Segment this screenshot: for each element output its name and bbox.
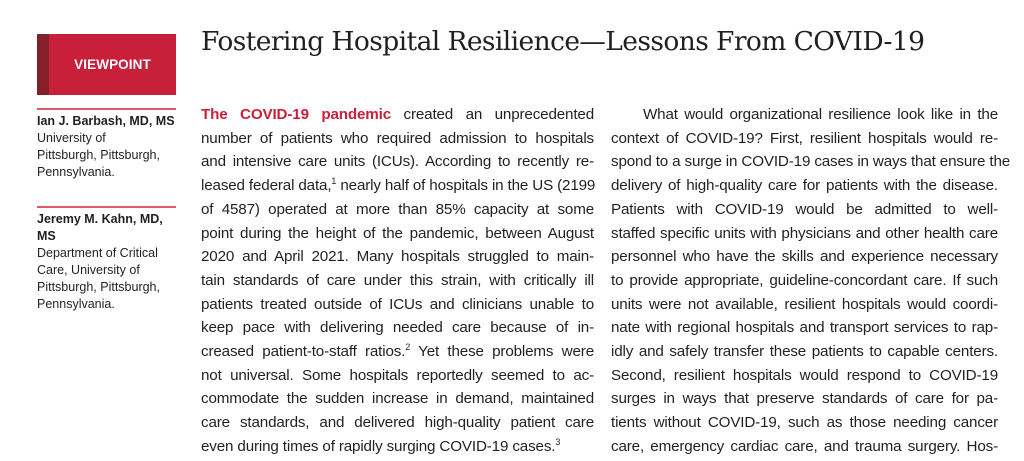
text-line: keep pace with delivering needed care because of in-: [201, 319, 594, 337]
text-line: spond to a surge in COVID-19 cases in ways that ensure the: [611, 153, 1011, 171]
author-affiliation: Pennsylvania.: [37, 297, 115, 311]
text-line: care, emergency cardiac care, and trauma surgery. Hos-: [611, 437, 998, 455]
author-divider: [37, 206, 176, 208]
text-line: Patients with COVID-19 would be admitted to well-: [611, 200, 998, 218]
text-line: patients treated outside of ICUs and clinicians unable to: [201, 295, 594, 313]
author-name: MS: [37, 229, 56, 243]
text-line: idly and safely transfer these patients to capable centers.: [611, 343, 998, 361]
text-line: surges in ways that preserve standards of care for pa-: [611, 390, 998, 408]
article-title: Fostering Hospital Resilience—Lessons From COVID-19: [201, 26, 925, 57]
text-run: even during times of rapidly surging COVID-19 cases.: [201, 437, 556, 455]
text-run: leased federal data,: [201, 177, 332, 195]
author-affiliation: University of: [37, 131, 106, 145]
badge-stripe: [37, 34, 49, 95]
text-line: number of patients who required admission to hospitals: [201, 129, 594, 147]
text-line: delivery of high-quality care for patients with the disease.: [611, 177, 998, 195]
text-line: care standards, and delivered high-quality patient care: [201, 414, 594, 432]
text-line: nate with regional hospitals and transport services to rap-: [611, 319, 998, 337]
citation-ref[interactable]: 2: [405, 342, 411, 353]
text-line: [201, 103, 594, 127]
text-line: tients without COVID-19, such as those needing cancer: [611, 414, 998, 432]
text-line: tain standards of care under this strain, with critically ill: [201, 271, 594, 289]
section-label: VIEWPOINT: [74, 57, 151, 72]
text-line: personnel who have the skills and experience necessary: [611, 248, 998, 266]
author-affiliation: Pittsburgh, Pittsburgh,: [37, 148, 160, 162]
body-column-right: [611, 103, 1011, 459]
author-affiliation: Care, University of: [37, 263, 140, 277]
text-line: point during the height of the pandemic, between August: [201, 224, 594, 242]
text-line: of 4587) operated at more than 85% capacity at some: [201, 200, 594, 218]
text-run: created an unprecedented: [391, 106, 595, 123]
text-line: What would organizational resilience look like in the: [643, 106, 998, 123]
author-name: Jeremy M. Kahn, MD,: [37, 212, 163, 226]
section-badge: [37, 34, 176, 95]
text-line: commodate the sudden increase in demand, maintained: [201, 390, 594, 408]
text-line: units were not available, resilient hospitals would coordi-: [611, 295, 998, 313]
citation-ref[interactable]: 1: [331, 176, 337, 187]
author-affiliation: Pennsylvania.: [37, 165, 115, 179]
text-run: Yet these problems were: [410, 343, 594, 361]
text-line: and intensive care units (ICUs). According to recently re-: [201, 153, 594, 171]
text-line: 2020 and April 2021. Many hospitals struggled to main-: [201, 248, 594, 266]
text-line: [201, 174, 594, 198]
author-name: Ian J. Barbash, MD, MS: [37, 114, 175, 128]
author-affiliation: Pittsburgh, Pittsburgh,: [37, 280, 160, 294]
author-affiliation: Department of Critical: [37, 246, 158, 260]
author-2: [37, 211, 177, 313]
author-divider: [37, 108, 176, 110]
citation-ref[interactable]: 3: [555, 436, 561, 447]
text-run: creased patient-to-staff ratios.: [201, 343, 406, 361]
text-line: [201, 340, 594, 364]
text-line: Second, resilient hospitals would respond to COVID-19: [611, 366, 998, 384]
text-line: not universal. Some hospitals reportedly seemed to ac-: [201, 366, 594, 384]
author-1: [37, 113, 177, 181]
text-line: to provide appropriate, guideline-concordant care. If such: [611, 271, 998, 289]
lead-in: The COVID-19 pandemic: [201, 106, 392, 123]
text-run: nearly half of hospitals in the US (2199: [336, 177, 596, 195]
text-line: staffed specific units with physicians and other health care: [611, 224, 998, 242]
text-line: context of COVID-19? First, resilient hospitals would re-: [611, 129, 998, 147]
body-column-left: [201, 103, 594, 459]
text-line: [201, 435, 594, 459]
